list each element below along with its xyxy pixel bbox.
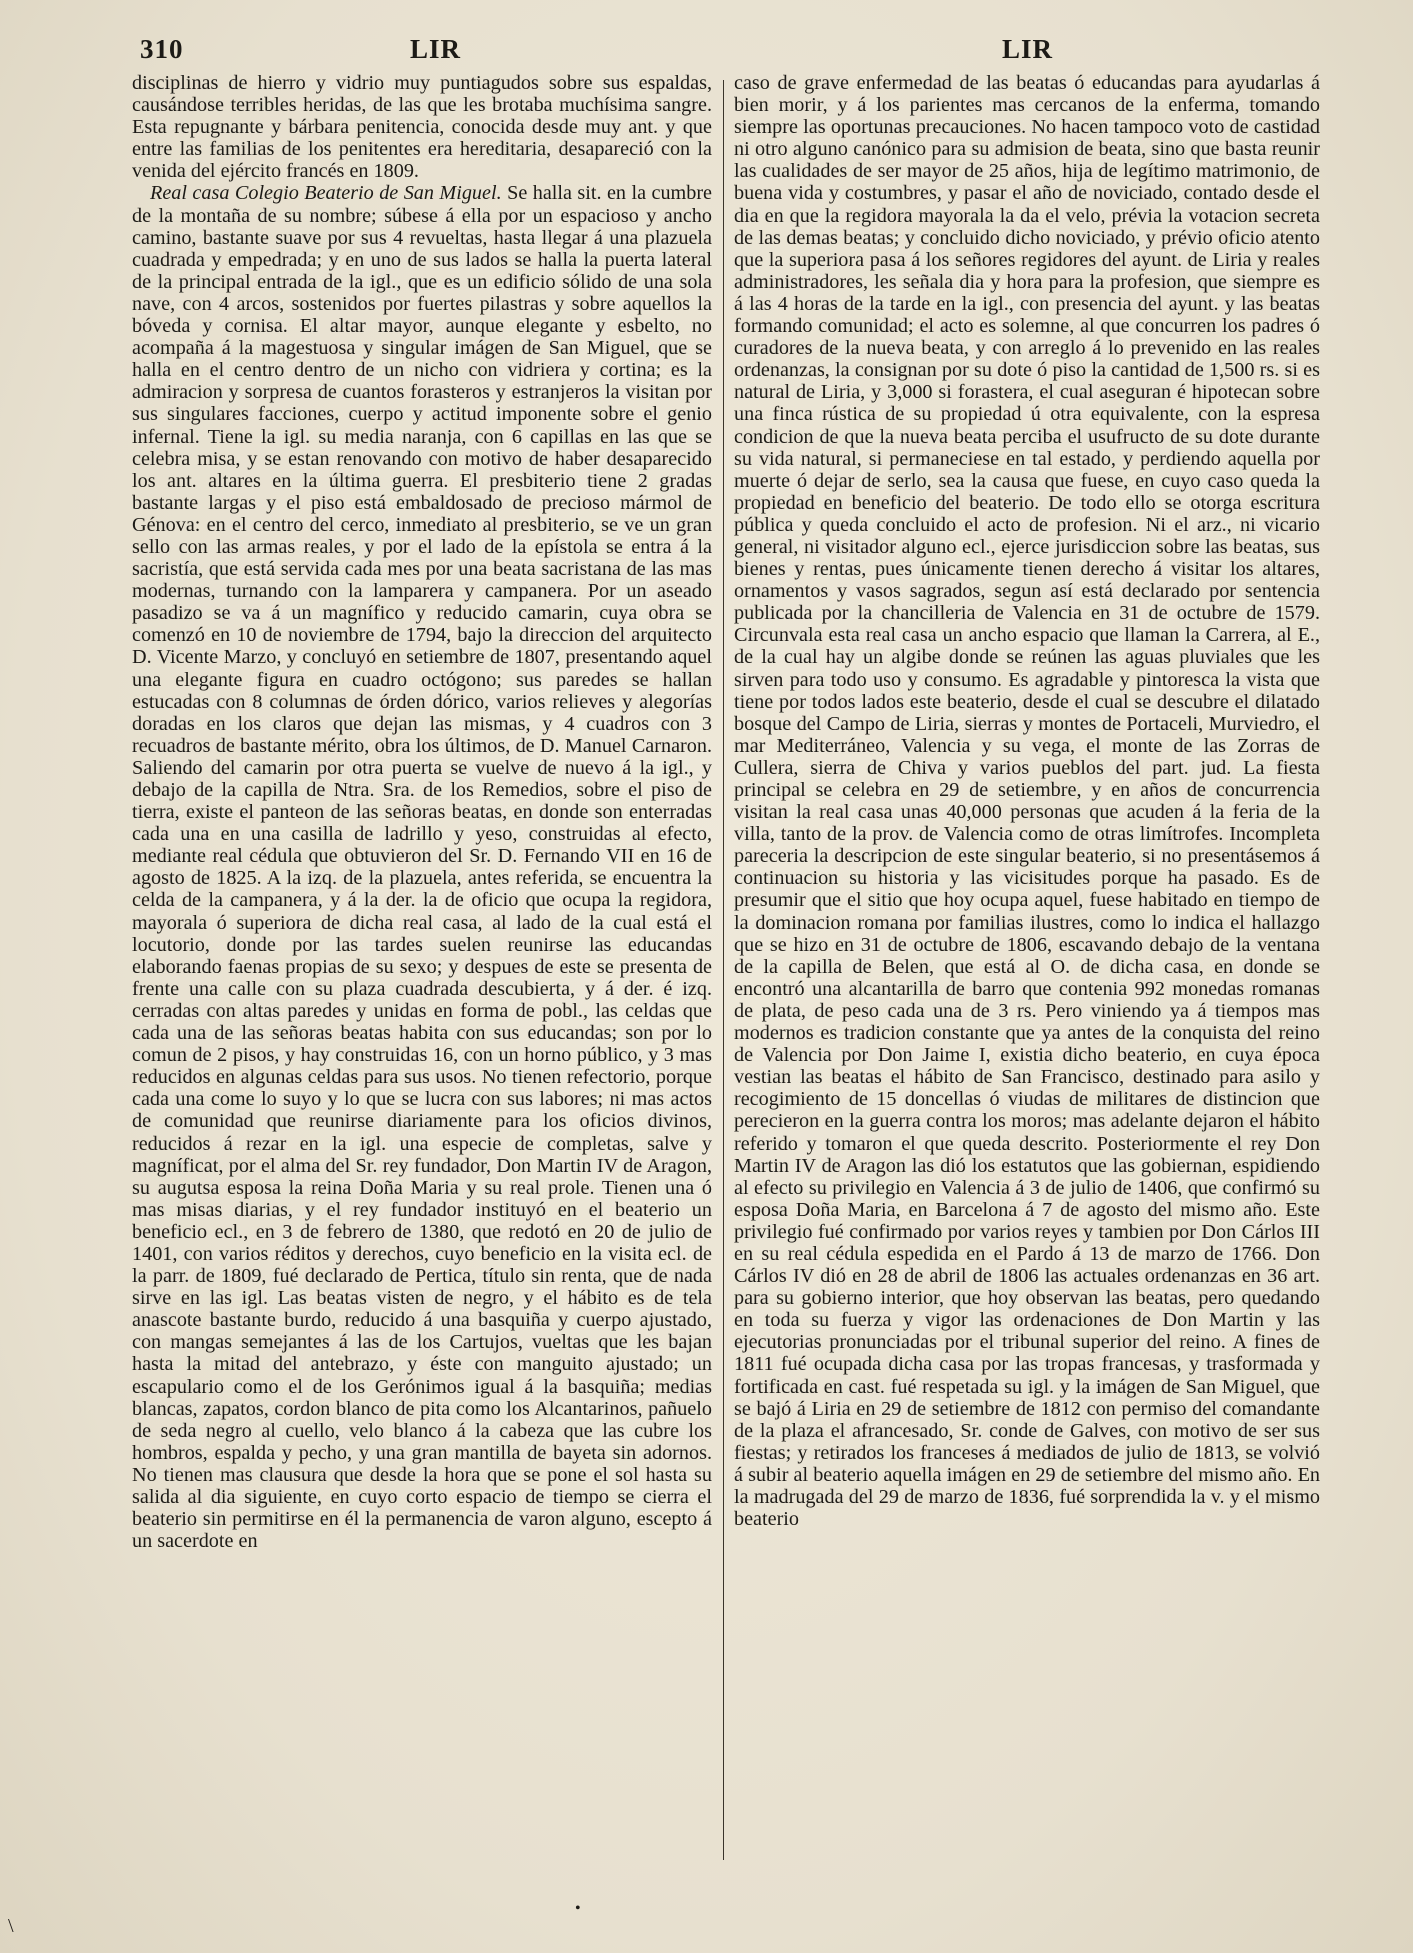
- right-paragraph-1: caso de grave enfermedad de las beatas ó educandas para ayudarlas á bien morir, y á los parientes mas cercanos de la enferma, tomando siempre las oportunas precauciones. No hacen tampoco voto de castidad ni otro alguno canónico para su admision de beata, sino que basta reunir las cualidades de ser mayor de 25 años, hija de legítimo matrimonio, de buena vida y costumbres, y pasar el año de noviciado, contado desde el dia en que la regidora mayorala la da el velo, prévia la votacion secreta de las demas beatas; y concluido dicho noviciado, y prévio oficio atento que la superiora pasa á los señores regidores del ayunt. de Liria y reales administradores, les señala dia y hora para la profesion, que siempre es á las 4 horas de la tarde en la igl., con presencia del ayunt. y las beatas formando comunidad; el acto es solemne, al que concurren los padres ó curadores de la nueva beata, y con arreglo á lo prevenido en las reales ordenanzas, la consignan por su dote ó piso la cantidad de 1,500 rs. si es natural de Liria, y 3,000 si forastera, el cual aseguran é hipotecan sobre una finca rústica de su propiedad ú otra equivalente, con la espresa condicion de que la nueva beata perciba el usufructo de su dote durante su vida natural, si permaneciese en tal estado, y perdiendo aquella por muerte ó dejar de serlo, sea la causa que fuese, en cuyo caso queda la propiedad en beneficio del beaterio. De todo ello se otorga escritura pública y queda concluido el acto de profesion. Ni el arz., ni vicario general, ni visitador alguno ecl., ejerce jurisdiccion sobre las beatas, sus bienes y rentas, pues únicamente tienen derecho á visitar los altares, ornamentos y vasos sagrados, segun así está declarado por sentencia publicada por la chancilleria de Valencia en 31 de octubre de 1579. Circunvala esta real casa un ancho espacio que llaman la Carrera, al E., de la cual hay un algibe donde se reúnen las aguas pluviales que les sirven para todo uso y consumo. Es agradable y pintoresca la vista que tiene por todos lados este beaterio, desde el cual se descubre el dilatado bosque del Campo de Liria, sierras y montes de Portaceli, Murviedro, el mar Mediterráneo, Valencia y su vega, el monte de las Zorras de Cullera, sierra de Chiva y varios pueblos del part. jud. La fiesta principal se celebra en 29 de setiembre, y en años de concurrencia visitan la real casa unas 40,000 personas que acuden á la feria de la villa, tanto de la prov. de Valencia como de otras limítrofes. Incompleta pareceria la descripcion de este singular beaterio, si no presentásemos á continuacion su historia y las vicisitudes porque ha pasado. Es de presumir que el sitio que hoy ocupa aquel, fuese habitado en tiempo de la dominacion romana por familias ilustres, como lo indica el hallazgo que se hizo en 31 de octubre de 1806, escavando debajo de la ventana de la capilla de Belen, que está al O. de dicha casa, en donde se encontró una alcantarilla de barro que contenia 992 monedas romanas de plata, de peso cada una de 3 rs. Pero viniendo ya á tiempos mas modernos es tradicion constante que ya antes de la conquista del reino de Valencia por Don Jaime I, existia dicho beaterio, en cuya época vestian las beatas el hábito de San Francisco, destinado para asilo y recogimiento de 15 doncellas ó viudas de militares de distincion que perecieron en la guerra contra los moros; mas adelante dejaron el hábito referido y tomaron el que queda descrito. Posteriormente el rey Don Martin IV de Aragon las dió los estatutos que las gobiernan, espidiendo al efecto su privilegio en Valencia á 3 de julio de 1406, que confirmó su esposa Doña Maria, en Barcelona á 7 de agosto del mismo año. Este privilegio fué confirmado por varios reyes y tambien por Don Cárlos III en su real cédula espedida en el Pardo á 13 de marzo de 1766. Don Cárlos IV dió en 28 de abril de 1806 las actuales ordenanzas en 36 art. para su gobierno interior, que hoy observan las beatas, pero quedando en toda su fuerza y vigor las ordenaciones de Don Martin y las ejecutorias pronunciadas por el tribunal superior del reino. A fines de 1811 fué ocupada dicha casa por las tropas francesas, y trasformada y fortificada en cast. fué respetada su igl. y la imágen de San Miguel, que se bajó á Liria en 29 de setiembre de 1812 con permiso del comandante de la plaza el afrancesado, Sr. conde de Galves, con motivo de ser sus fiestas; y retirados los franceses á mediados de julio de 1813, se volvió á subir al beaterio aquella imágen en 29 de setiembre del mismo año. En la madrugada del 29 de marzo de 1836, fué sorprendida la v. y el mismo beaterio: [734, 72, 1320, 1531]
- right-column: [734, 72, 1320, 1530]
- page-header: [140, 34, 1320, 74]
- side-mark: \: [8, 1915, 14, 1937]
- running-head-left: LIR: [410, 34, 462, 64]
- running-head-right: LIR: [1002, 34, 1054, 64]
- footer-mark: •: [575, 1900, 581, 1917]
- page-number: 310: [140, 34, 184, 64]
- left-column: [132, 72, 712, 1552]
- column-divider: [723, 80, 724, 1860]
- section-heading: Real casa Colegio Beaterio de San Miguel.: [150, 182, 502, 205]
- left-paragraph-2-text: Se halla sit. en la cumbre de la montaña de su nombre; súbese á ella por un espacioso y ancho camino, bastante suave por sus 4 revueltas, hasta llegar á una plazuela cuadrada y empedrada; y en uno de sus lados se halla la puerta lateral de la principal entrada de la igl., que es un edificio sólido de una sola nave, con 4 arcos, sostenidos por fuertes pilastras y sobre aquellos la bóveda y cornisa. El altar mayor, aunque elegante y esbelto, no acompaña á la magestuosa y singular imágen de San Miguel, que se halla en el centro dentro de un nicho con vidriera y cortina; es la admiracion y sorpresa de cuantos forasteros y estranjeros la visitan por sus singulares facciones, cuerpo y actitud imponente sobre el genio infernal. Tiene la igl. su media naranja, con 6 capillas en las que se celebra misa, y se estan renovando con motivo de haber desaparecido los ant. altares en la última guerra. El presbiterio tiene 2 gradas bastante largas y el piso está embaldosado de precioso mármol de Génova: en el centro del cerco, inmediato al presbiterio, se ve un gran sello con las armas reales, y por el lado de la epístola se entra á la sacristía, que está servida cada mes por una beata sacristana de las mas modernas, turnando con la lamparera y campanera. Por un aseado pasadizo se va á un magnífico y reducido camarin, cuya obra se comenzó en 10 de noviembre de 1794, bajo la direccion del arquitecto D. Vicente Marzo, y concluyó en setiembre de 1807, presentando aquel una elegante figura en cuadro octógono; sus paredes se hallan estucadas con 8 columnas de órden dórico, varios relieves y alegorías doradas en los claros que dejan las mismas, y 4 cuadros con 3 recuadros de bastante mérito, obra los últimos, de D. Manuel Carnaron. Saliendo del camarin por otra puerta se vuelve de nuevo á la igl., y debajo de la capilla de Ntra. Sra. de los Remedios, sobre el piso de tierra, existe el panteon de las señoras beatas, en donde son enterradas cada una en una casilla de ladrillo y yeso, construidas al efecto, mediante real cédula que obtuvieron del Sr. D. Fernando VII en 16 de agosto de 1825. A la izq. de la plazuela, antes referida, se encuentra la celda de la campanera, y á la der. la de oficio que ocupa la regidora, mayorala ó superiora de dicha real casa, al lado de la cual está el locutorio, donde por las tardes suelen reunirse las educandas elaborando faenas propias de su sexo; y despues de este se presenta de frente una calle con su plaza cuadrada descubierta, y á der. é izq. cerradas con altas paredes y unidas en forma de pobl., las celdas que cada una de las señoras beatas habita con sus educandas; son por lo comun de 2 pisos, y hay construidas 16, con un horno público, y 3 mas reducidos en algunas celdas para sus usos. No tienen refectorio, porque cada una come lo suyo y lo que se lucra con sus labores; ni mas actos de comunidad que reunirse diariamente para los oficios divinos, reducidos á rezar en la igl. una especie de completas, salve y magníficat, por el alma del Sr. rey fundador, Don Martin IV de Aragon, su augutsa esposa la reina Doña Maria y su real prole. Tienen una ó mas misas diarias, y el rey fundador instituyó en el beaterio un beneficio ecl., en 3 de febrero de 1380, que redotó en 20 de julio de 1401, con varios réditos y derechos, cuyo beneficio en la visita ecl. de la parr. de 1809, fué declarado de Pertica, título sin renta, que de nada sirve en las igl. Las beatas visten de negro, y el hábito es de tela anascote bastante burdo, reducido á una basquiña y cuerpo ajustado, con mangas semejantes á las de los Cartujos, vueltas que les bajan hasta la mitad del antebrazo, y éste con manguito ajustado; un escapulario como el de los Gerónimos igual á la basquiña; medias blancas, zapatos, cordon blanco de pita como los Alcantarinos, pañuelo de seda negro al cuello, velo blanco á la cabeza que las cubre los hombros, espalda y pecho, y una gran mantilla de bayeta sin adornos. No tienen mas clausura que desde la hora que se pone el sol hasta su salida al dia siguiente, en cuyo corto espacio de tiempo se cierra el beaterio sin permitirse en él la permanencia de varon alguno, escepto á un sacerdote en: [132, 182, 713, 1553]
- left-paragraph-1: disciplinas de hierro y vidrio muy puntiagudos sobre sus espaldas, causándose terribles heridas, de las que les brotaba muchísima sangre. Esta repugnante y bárbara penitencia, conocida desde muy ant. y que entre las familias de los penitentes era hereditaria, desapareció con la venida del ejército francés en 1809.: [132, 72, 712, 183]
- left-paragraph-2: [132, 182, 712, 1552]
